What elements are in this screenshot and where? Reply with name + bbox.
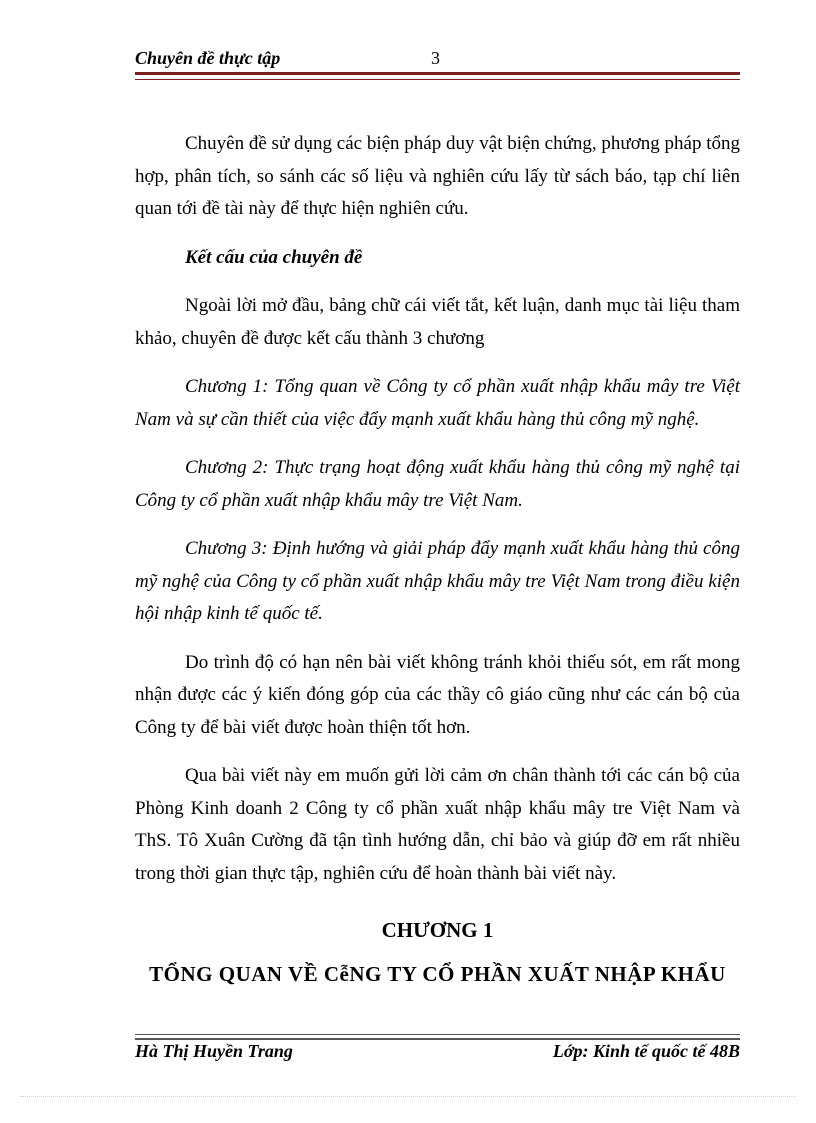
- chapter-number: CHƯƠNG 1: [381, 918, 494, 942]
- footer-rule: [135, 1034, 740, 1040]
- paragraph-methods: Chuyên đề sử dụng các biện pháp duy vật biện chứng, phương pháp tổng hợp, phân tích, so sánh các số liệu và nghiên cứu lấy từ sách báo, tạp chí liên quan tới đề tài này để thực hiện nghiên cứu.: [135, 133, 740, 219]
- page-number: 3: [431, 48, 440, 68]
- chapter-title: TỔNG QUAN VỀ CễNG TY CỔ PHẦN XUẤT NHẬP KHẨU: [149, 962, 726, 986]
- paragraph-apology: Do trình độ có hạn nên bài viết không tránh khỏi thiếu sót, em rất mong nhận được các ý kiến đóng góp của các thầy cô giáo cũng như các cán bộ của Công ty để bài viết được hoàn thiện tốt hơn.: [135, 651, 740, 738]
- page-edge-divider: [20, 1096, 796, 1097]
- section-heading-structure: Kết cấu của chuyên đề: [185, 246, 363, 268]
- paragraph-chapter-1: Chương 1: Tổng quan về Công ty cổ phần xuất nhập khẩu mây tre Việt Nam và sự cần thiết của việc đẩy mạnh xuất khẩu hàng thủ công mỹ nghệ.: [135, 376, 740, 430]
- body-text: [135, 128, 740, 906]
- paragraph-chapter-2: Chương 2: Thực trạng hoạt động xuất khẩu hàng thủ công mỹ nghệ tại Công ty cổ phần xuất nhập khẩu mây tre Việt Nam.: [135, 457, 740, 511]
- paragraph-chapter-3: Chương 3: Định hướng và giải pháp đẩy mạnh xuất khẩu hàng thủ công mỹ nghệ của Công ty cổ phần xuất nhập khẩu mây tre Việt Nam trong điều kiện hội nhập kinh tế quốc tế.: [135, 538, 740, 624]
- footer-author: Hà Thị Huyền Trang: [135, 1041, 293, 1061]
- paragraph-thanks: Qua bài viết này em muốn gửi lời cảm ơn chân thành tới các cán bộ của Phòng Kinh doanh 2 Công ty cổ phần xuất nhập khẩu mây tre Việt Nam và ThS. Tô Xuân Cường đã tận tình hướng dẫn, chỉ bảo và giúp đỡ em rất nhiều trong thời gian thực tập, nghiên cứu để hoàn thành bài viết này.: [135, 765, 740, 884]
- page-header: [135, 48, 740, 72]
- header-rule: [135, 72, 740, 80]
- footer-class: Lớp: Kinh tế quốc tế 48B: [552, 1041, 740, 1061]
- paragraph-structure: Ngoài lời mở đầu, bảng chữ cái viết tắt, kết luận, danh mục tài liệu tham khảo, chuyên đề được kết cấu thành 3 chương: [135, 295, 740, 349]
- header-title: Chuyên đề thực tập: [135, 48, 281, 68]
